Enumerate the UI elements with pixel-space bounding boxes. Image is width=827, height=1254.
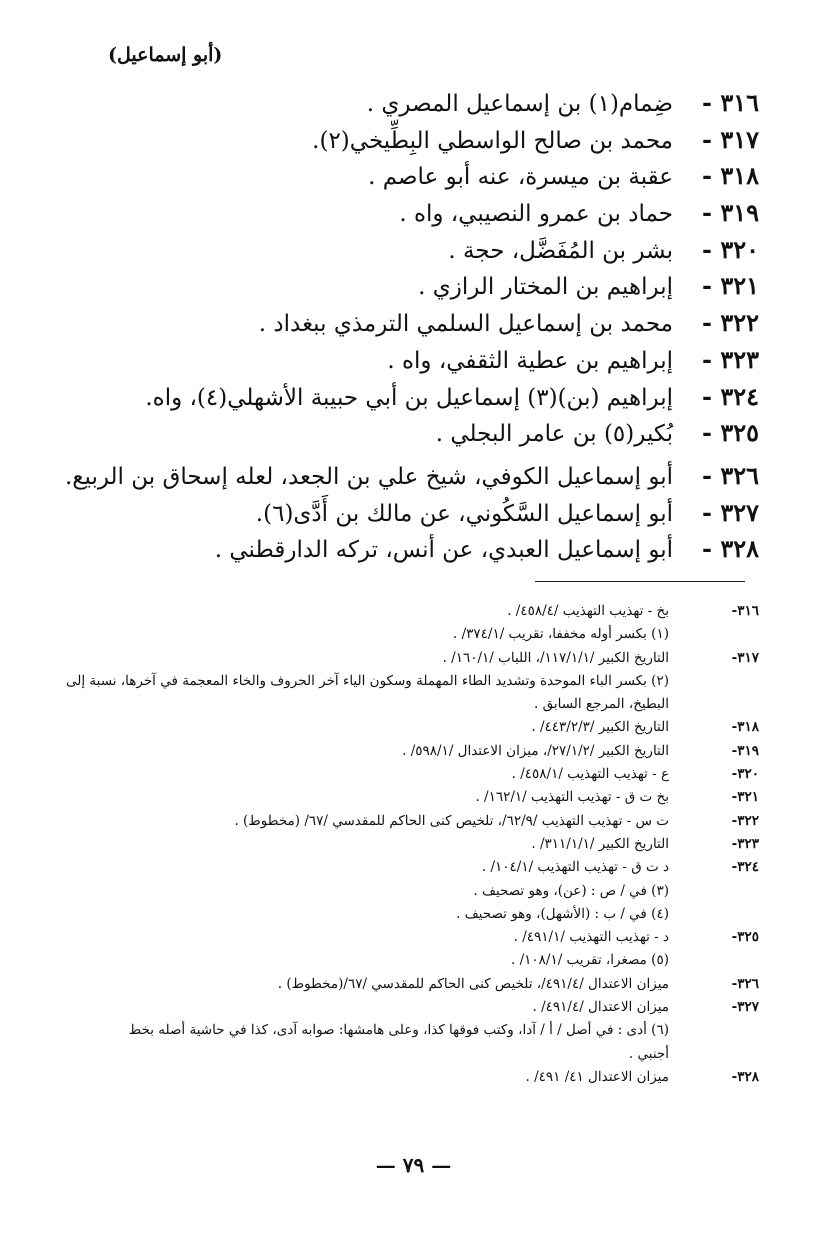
entry-text: عقبة بن ميسرة، عنه أبو عاصم . [368,164,673,191]
footnote-line [39,833,759,856]
entry-324 [119,382,759,419]
footnote-number: ٣٢٠- [731,766,759,783]
entry-text: إبراهيم بن عطية الثقفي، واه . [387,347,673,374]
footnote-text: ت س - تهذيب التهذيب /٦٢/٩/، تلخيص كنى الحاكم للمقدسي /٦٧/ (مخطوط) . [234,812,669,829]
page-number: — ٧٩ — [375,1153,452,1177]
footnote-text: البطيخ، المرجع السابق . [533,696,669,713]
entry-327 [119,498,759,535]
entry-317 [119,125,759,162]
entry-number: ٣٢٣ - [702,344,759,374]
footnote-line [39,740,759,763]
footnote-line [39,716,759,739]
footnote-number: ٣١٨- [731,719,759,736]
footnote-text: ميزان الاعتدال /٤٩١/٤/ . [532,999,669,1016]
entry-number: ٣٢٤ - [702,381,759,411]
footnote-line [39,1019,759,1042]
entry-321 [119,271,759,308]
entry-text: بشر بن المُفَضَّل، حجة . [448,237,673,264]
footnote-line [39,973,759,996]
footnote-text: بخ - تهذيب التهذيب /٤٥٨/٤/ . [507,603,669,619]
footnote-line [39,996,759,1019]
entry-number: ٣١٦ - [702,88,759,117]
entry-number: ٣١٨ - [702,161,759,191]
footnote-text: (٢) بكسر الباء الموحدة وتشديد الطاء المهملة وسكون الياء آخر الحروف والخاء المعجمة في آخرها، نسبة إلى [65,672,669,689]
entry-text: محمد بن إسماعيل السلمي الترمذي ببغداد . [258,311,673,338]
footnote-text: التاريخ الكبير /٢٧/١/٢/، ميزان الاعتدال /٥٩٨/١/ . [402,742,669,759]
footnote-line [39,1066,759,1089]
entry-number: ٣٢٠ - [702,234,759,264]
footnote-text: ميزان الاعتدال ٤١/ ٤٩١/ . [525,1068,669,1085]
entry-text: أبو إسماعيل الكوفي، شيخ علي بن الجعد، لعله إسحاق بن الربيع. [64,463,673,490]
footnote-number: ٣٢٢- [731,812,759,829]
footnote-line [39,880,759,903]
entry-text: إبراهيم (بن)(٣) إسماعيل بن أبي حبيبة الأشهلي(٤)، واه. [145,384,673,411]
entry-325 [119,418,759,455]
footnote-number: ٣٢٦- [731,975,759,992]
footnote-text: (٤) في / ب : (الأشهل)، وهو تصحيف . [456,905,669,922]
footnote-text: ميزان الاعتدال /٤٩١/٤/، تلخيص كنى الحاكم للمقدسي /٦٧/(مخطوط) . [277,975,669,992]
entry-328 [119,534,759,571]
footnote-text: د ت ق - تهذيب التهذيب /١٠٤/١/ . [481,859,669,876]
footnote-line [39,949,759,972]
entry-number: ٣١٧ - [702,124,759,154]
entry-text: إبراهيم بن المختار الرازي . [418,274,673,301]
entry-number: ٣٢١ - [702,271,759,301]
footnote-number: ٣٢٧- [731,999,759,1016]
entry-number: ٣٢٢ - [702,308,759,338]
footnote-line [39,763,759,786]
entry-320 [119,235,759,272]
running-header: (أبو إسماعيل) [108,44,223,66]
footnote-text: التاريخ الكبير /٣١١/١/١/ . [531,835,669,852]
footnote-text: (٥) مصغرا، تقريب /١٠٨/١/ . [511,952,669,969]
entry-322 [119,308,759,345]
entry-323 [119,345,759,382]
footnote-text: التاريخ الكبير /٤٤٣/٢/٣/ . [531,719,669,736]
entry-number: ٣٢٨ - [702,534,759,564]
footnote-number: ٣١٩- [731,742,759,759]
entry-318 [119,161,759,198]
footnote-line [39,647,759,670]
footnote-line [39,693,759,716]
footnote-number: ٣٢٥- [731,929,759,946]
footnote-line [39,810,759,833]
footnotes [39,600,759,1089]
footnote-number: ٣٢٣- [731,835,759,852]
entry-number: ٣٢٧ - [702,497,759,527]
footnote-line [39,623,759,646]
footnote-text: ع - تهذيب التهذيب /٤٥٨/١/ . [511,766,669,783]
footnote-text: (١) بكسر أوله مخففا، تقريب /٣٧٤/١/ . [453,626,669,643]
footnote-line [39,856,759,879]
entries-list [64,88,759,571]
footnote-text: أجنبي . [628,1045,669,1062]
entry-text: أبو إسماعيل العبدي، عن أنس، تركه الدارقطني . [214,537,673,564]
footnote-text: (٣) في / ص : (عن)، وهو تصحيف . [473,882,669,899]
footnote-number: ٣٢٤- [731,859,759,876]
footnote-text: التاريخ الكبير /١١٧/١/١/، اللباب /١٦٠/١/ . [442,649,669,666]
entry-text: ضِمام(١) بن إسماعيل المصري . [366,91,673,117]
footnote-line [39,670,759,693]
footnote-number: ٣٢٨- [731,1068,759,1085]
footnote-line [39,926,759,949]
entry-text: بُكير(٥) بن عامر البجلي . [435,421,673,448]
entry-text: محمد بن صالح الواسطي البِطِّيخي(٢). [312,127,673,154]
footnote-line [39,903,759,926]
entry-number: ٣٢٥ - [702,418,759,448]
footnote-number: ٣١٧- [731,649,759,666]
entry-number: ٣٢٦ - [702,460,759,490]
footnote-text: د - تهذيب التهذيب /٤٩١/١/ . [513,929,669,946]
entry-text: أبو إسماعيل السَّكُوني، عن مالك بن أَدَّى(٦). [255,500,673,527]
footnote-number: ٣١٦- [731,603,759,619]
entry-number: ٣١٩ - [702,198,759,228]
entry-319 [119,198,759,235]
footnote-separator [535,581,745,582]
footnote-line [39,786,759,809]
footnote-number: ٣٢١- [731,789,759,806]
footnote-text: بخ ت ق - تهذيب التهذيب /١٦٢/١/ . [475,789,669,806]
footnote-line [39,1043,759,1066]
footnote-text: (٦) أدى : في أصل / أ / آدا، وكتب فوقها كذا، وعلى هامشها: صوابه آدى، كذا في حاشية أصله بخط [128,1022,669,1039]
entry-326 [64,460,759,498]
footnote-line [39,600,759,623]
entry-text: حماد بن عمرو النصيبي، واه . [399,201,673,228]
entry-316 [119,88,759,125]
